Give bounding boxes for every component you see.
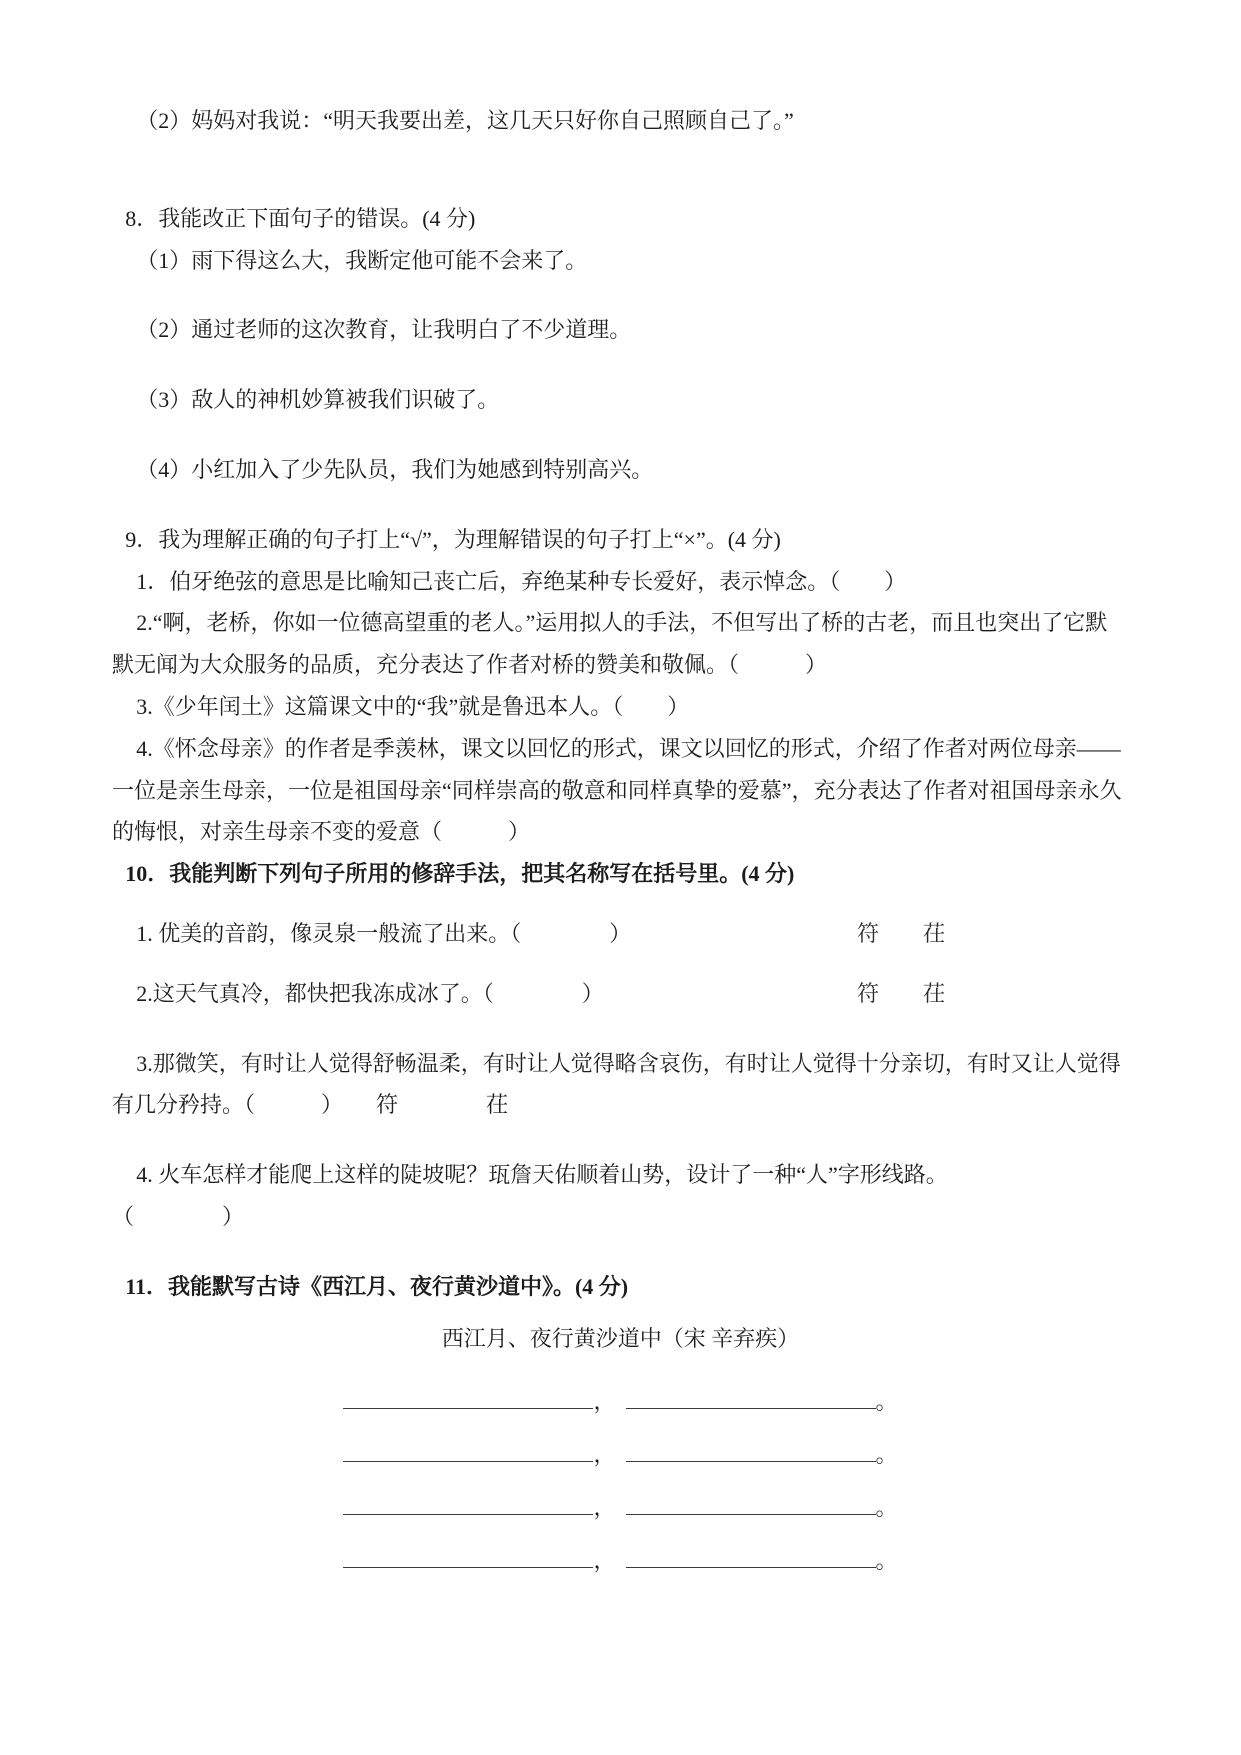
question-8-item-1: （1）雨下得这么大，我断定他可能不会来了。: [136, 247, 588, 273]
question-10-item-2-row: [112, 973, 1129, 1015]
comma-separator: ，: [593, 1442, 616, 1468]
answer-blank-line: [626, 1492, 876, 1515]
period-mark: 。: [875, 1547, 898, 1573]
comma-separator: ，: [593, 1389, 616, 1415]
period-mark: 。: [875, 1494, 898, 1520]
question-10-item-2: 2.这天气真冷，都快把我冻成冰了。（ ）: [136, 980, 604, 1006]
previous-question-item-2: （2）妈妈对我说：“明天我要出差，这几天只好你自己照顾自己了。”: [136, 108, 794, 133]
answer-blank-line: [626, 1439, 876, 1462]
comma-separator: ，: [593, 1494, 616, 1520]
question-10-item-1: 1. 优美的音韵，像灵泉一般流了出来。（ ）: [136, 920, 632, 946]
answer-blank-line: [343, 1492, 593, 1515]
period-mark: 。: [875, 1389, 898, 1415]
answer-blank-line: [626, 1545, 876, 1568]
poem-title: 西江月、夜行黄沙道中（宋 辛弃疾）: [441, 1325, 800, 1351]
question-10-item-2-margin-note: 符茌: [856, 980, 989, 1006]
comma-separator: ，: [593, 1547, 616, 1573]
question-8-title: 8．我能改正下面句子的错误。(4 分): [125, 205, 476, 231]
question-8-item-3: （3）敌人的神机妙算被我们识破了。: [136, 387, 500, 413]
question-9-item-4: 4.《怀念母亲》的作者是季羡林，课文以回忆的形式，课文以回忆的形式，介绍了作者对两位母亲——一位是亲生母亲，一位是祖国母亲“同样崇高的敬意和同样真挚的爱慕”，充分表达了作者对祖国母亲永久的悔恨，对亲生母亲不变的爱意（ ）: [112, 735, 1122, 845]
question-8-item-2: （2）通过老师的这次教育，让我明白了不少道理。: [136, 317, 632, 343]
question-11-title: 11．我能默写古诗《西江月、夜行黄沙道中》。(4 分): [125, 1273, 629, 1299]
poem-answer-line-4: [112, 1540, 1129, 1582]
answer-blank-line: [626, 1386, 876, 1409]
question-10-item-4: 4. 火车怎样才能爬上这样的陡坡呢？珁詹天佑顺着山势，设计了一种“人”字形线路。: [136, 1162, 948, 1188]
period-mark: 。: [875, 1442, 898, 1468]
question-9-item-2: 2.“啊，老桥，你如一位德高望重的老人。”运用拟人的手法，不但写出了桥的古老，而且也突出了它默默无闻为大众服务的品质，充分表达了作者对桥的赞美和敬佩。（ ）: [112, 610, 1108, 678]
question-10-title: 10．我能判断下列句子所用的修辞手法，把其名称写在括号里。(4 分): [125, 861, 795, 887]
poem-answer-line-1: [112, 1381, 1129, 1423]
poem-answer-lines: [112, 1381, 1129, 1581]
question-9-title: 9．我为理解正确的句子打上“√”，为理解错误的句子打上“×”。(4 分): [125, 526, 781, 552]
poem-answer-line-3: [112, 1487, 1129, 1529]
question-10-item-1-row: [112, 913, 1129, 955]
question-9-item-1: 1．伯牙绝弦的意思是比喻知己丧亡后，弃绝某种专长爱好，表示悼念。（ ）: [136, 568, 907, 594]
question-10-item-1-margin-note: 符茌: [856, 920, 989, 946]
question-10-item-4-answer-bracket: （ ）: [112, 1203, 245, 1229]
poem-answer-line-2: [112, 1434, 1129, 1476]
answer-blank-line: [343, 1386, 593, 1409]
answer-blank-line: [343, 1545, 593, 1568]
question-10-item-3: 3.那微笑，有时让人觉得舒畅温柔，有时让人觉得略含哀伤，有时让人觉得十分亲切，有时又让人觉得有几分矜持。（ ） 符 茌: [112, 1050, 1121, 1118]
question-9-item-3: 3.《少年闰土》这篇课文中的“我”就是鲁迅本人。（ ）: [136, 693, 690, 719]
question-8-item-4: （4）小红加入了少先队员，我们为她感到特别高兴。: [136, 456, 654, 482]
answer-blank-line: [343, 1439, 593, 1462]
